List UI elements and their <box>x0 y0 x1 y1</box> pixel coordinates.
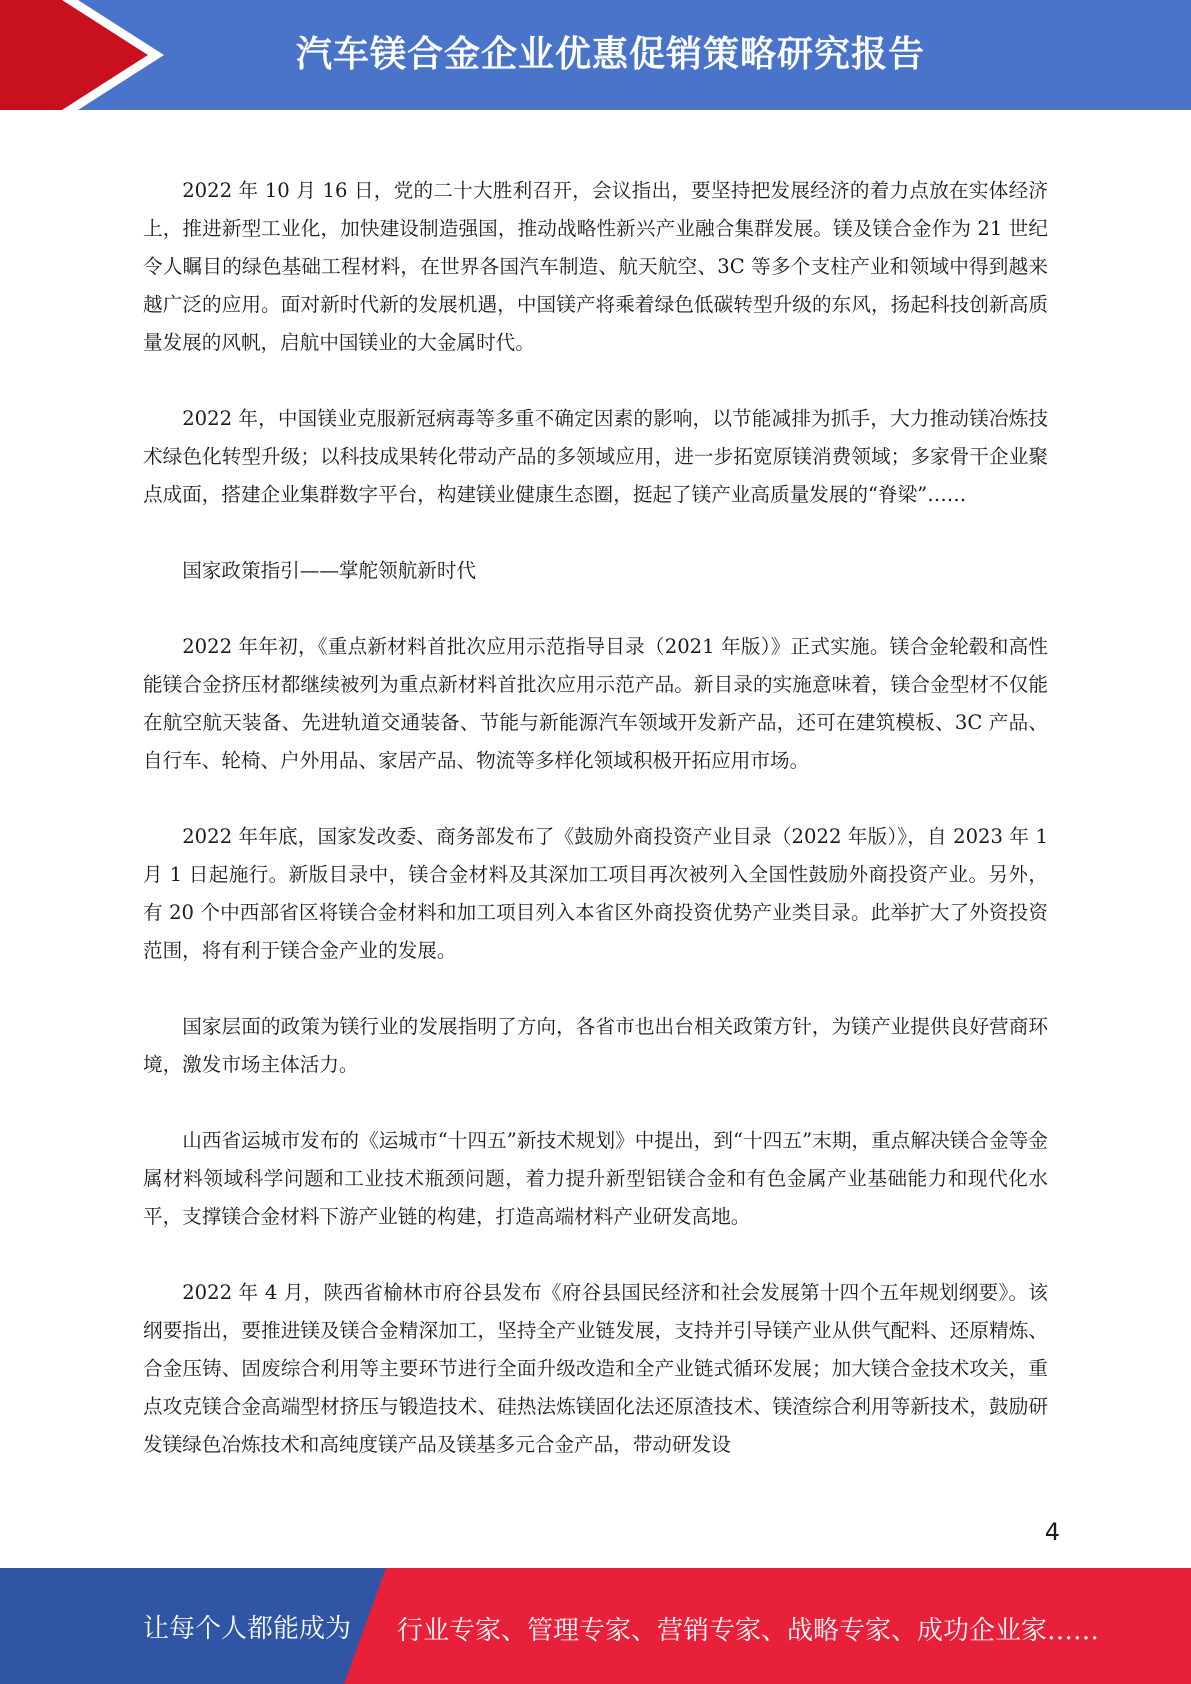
paragraph-4: 2022 年年底，国家发改委、商务部发布了《鼓励外商投资产业目录（2022 年版）》，自 2023 年 1 月 1 日起施行。新版目录中，镁合金材料及其深加工项目再次被列入全国性鼓励外商投资产业。另外，有 20 个中西部省区将镁合金材料和加工项目列入本省区外商投资优势产业类目录。此举扩大了外资投资范围，将有利于镁合金产业的发展。 <box>143 825 1048 962</box>
paragraph-5: 国家层面的政策为镁行业的发展指明了方向，各省市也出台相关政策方针，为镁产业提供良好营商环境，激发市场主体活力。 <box>143 1015 1048 1076</box>
paragraph-1: 2022 年 10 月 16 日，党的二十大胜利召开，会议指出，要坚持把发展经济的着力点放在实体经济上，推进新型工业化，加快建设制造强国，推动战略性新兴产业融合集群发展。镁及镁合金作为 21 世纪令人瞩目的绿色基础工程材料，在世界各国汽车制造、航天航空、3C 等多个支柱产业和领域中得到越来越广泛的应用。面对新时代新的发展机遇，中国镁产将乘着绿色低碳转型升级的东风，扬起科技创新高质量发展的风帆，启航中国镁业的大金属时代。 <box>143 179 1048 354</box>
paragraph-2: 2022 年，中国镁业克服新冠病毒等多重不确定因素的影响，以节能减排为抓手，大力推动镁冶炼技术绿色化转型升级；以科技成果转化带动产品的多领域应用，进一步拓宽原镁消费领域；多家骨干企业聚点成面，搭建企业集群数字平台，构建镁业健康生态圈，挺起了镁产业高质量发展的“脊梁”…… <box>143 407 1048 506</box>
section-heading: 国家政策指引——掌舵领航新时代 <box>182 559 477 582</box>
report-title: 汽车镁合金企业优惠促销策略研究报告 <box>295 34 925 75</box>
paragraph-3: 2022 年年初，《重点新材料首批次应用示范指导目录（2021 年版）》正式实施。镁合金轮毂和高性能镁合金挤压材都继续被列为重点新材料首批次应用示范产品。新目录的实施意味着，镁合金型材不仅能在航空航天装备、先进轨道交通装备、节能与新能源汽车领域开发新产品，还可在建筑模板、3C 产品、自行车、轮椅、户外用品、家居产品、物流等多样化领域积极开拓应用市场。 <box>143 635 1048 772</box>
paragraph-6: 山西省运城市发布的《运城市“十四五”新技术规划》中提出，到“十四五”末期，重点解决镁合金等金属材料领域科学问题和工业技术瓶颈问题，着力提升新型铝镁合金和有色金属产业基础能力和现代化水平，支撑镁合金材料下游产业链的构建，打造高端材料产业研发高地。 <box>143 1129 1048 1228</box>
paragraph-7: 2022 年 4 月，陕西省榆林市府谷县发布《府谷县国民经济和社会发展第十四个五年规划纲要》。该纲要指出，要推进镁及镁合金精深加工，坚持全产业链发展，支持并引导镁产业从供气配料、还原精炼、合金压铸、固废综合利用等主要环节进行全面升级改造和全产业链式循环发展；加大镁合金技术攻关，重点攻克镁合金高端型材挤压与锻造技术、硅热法炼镁固化法还原渣技术、镁渣综合利用等新技术，鼓励研发镁绿色冶炼技术和高纯度镁产品及镁基多元合金产品，带动研发设 <box>143 1281 1048 1456</box>
footer-slogan-right: 行业专家、管理专家、营销专家、战略专家、成功企业家…… <box>397 1616 1100 1646</box>
page-number: 4 <box>1044 1518 1060 1546</box>
page-header <box>0 0 1191 110</box>
document-body <box>143 172 1048 1464</box>
footer-slogan-left: 让每个人都能成为 <box>143 1614 352 1644</box>
page-footer <box>0 1568 1191 1684</box>
